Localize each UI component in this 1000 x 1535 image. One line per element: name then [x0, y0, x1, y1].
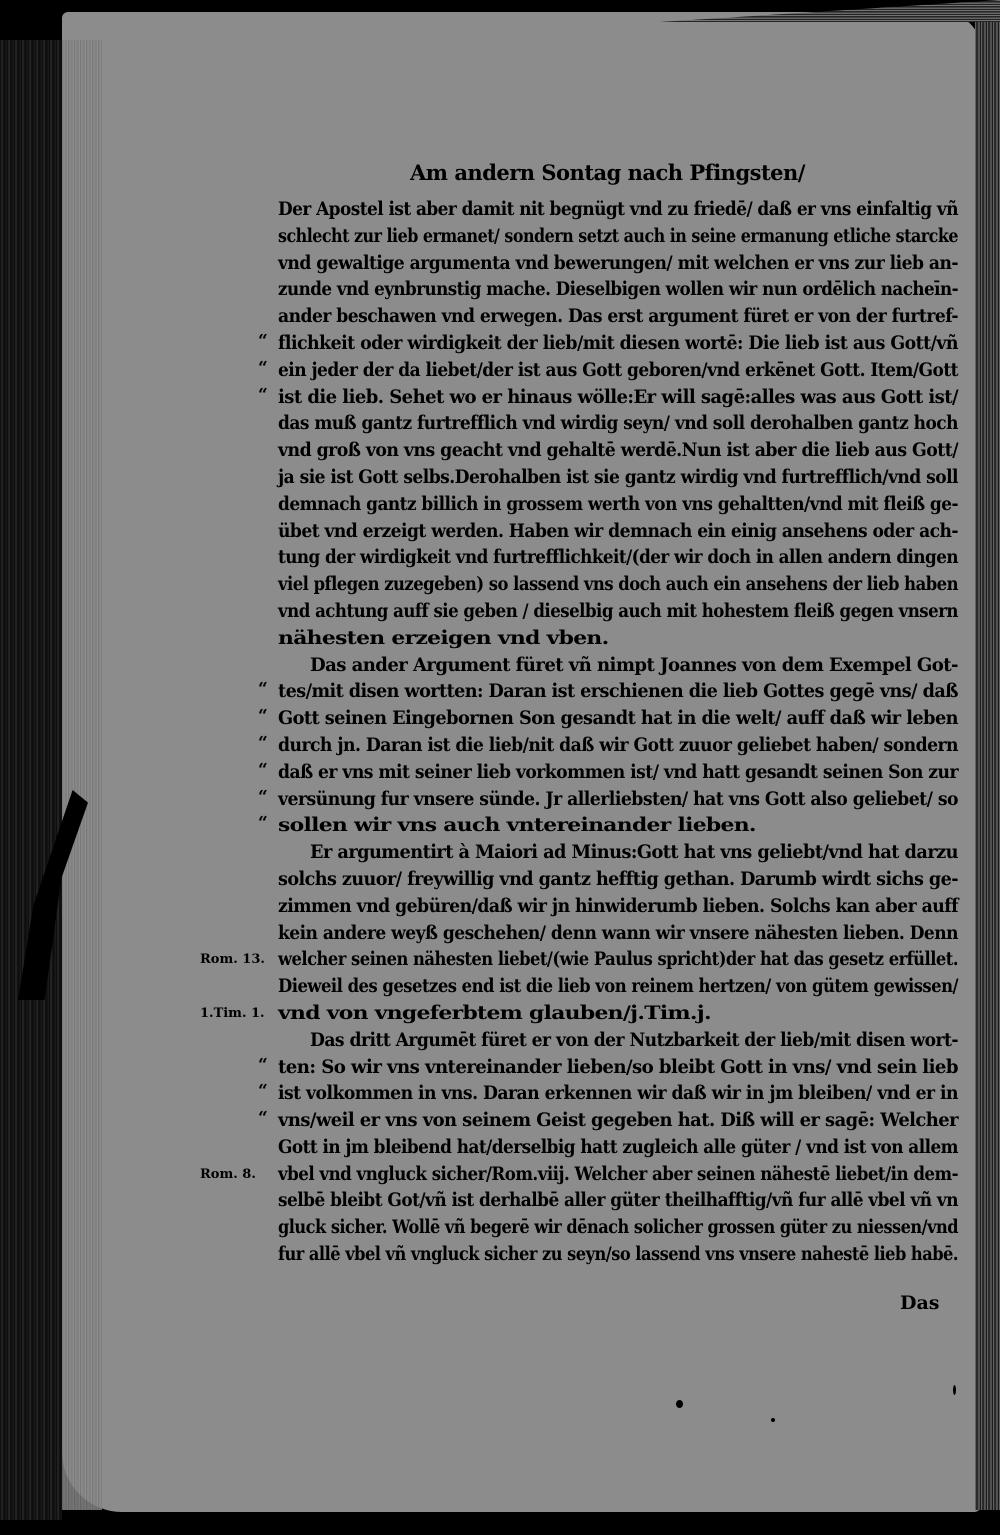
text-line: Gott in jm bleibend hat/derselbig hatt zugleich alle güter / vnd ist von allem: [278, 1135, 958, 1158]
text-line: Der Apostel ist aber damit nit begnügt vnd zu friedē/ daß er vns einfaltig vñ: [278, 198, 958, 220]
ink-speck: [953, 1385, 956, 1395]
text-line: zunde vnd eynbrunstig mache. Dieselbigen wollen wir nun ordēlich nacheīn-: [278, 278, 958, 301]
text-line: demnach gantz billich in grossem werth von vns gehaltten/vnd mit fleiß ge-: [278, 492, 958, 515]
text-line: solchs zuuor/ freywillig vnd gantz hefftig gethan. Darumb wirdt sichs ge-: [278, 867, 958, 890]
quote-mark: “: [258, 786, 268, 807]
text-line: tes/mit disen wortten: Daran ist erschienen die lieb Gottes gegē vns/ daß: [278, 680, 958, 703]
text-line: vbel vnd vngluck sicher/Rom.viij. Welcher aber seinen nähestē liebet/in dem-: [278, 1162, 958, 1185]
text-line: schlecht zur lieb ermanet/ sondern setzt auch in seine ermanung etliche starcke: [278, 224, 958, 247]
quote-mark: “: [258, 813, 268, 834]
text-line: kein andere weyß geschehen/ denn wann wir vnsere nähesten lieben. Denn: [278, 921, 958, 944]
ink-speck: [771, 1418, 775, 1422]
quote-mark: “: [258, 733, 268, 753]
text-line: gluck sicher. Wollē vñ begerē wir dēnach solicher grossen güter zu niessen/vnd: [278, 1216, 958, 1239]
text-line: zimmen vnd gebüren/daß wir jn hinwiderumb lieben. Solchs kan aber auff: [278, 894, 958, 917]
text-line: tung der wirdigkeit vnd furtrefflichkeit/(der wir doch in allen andern dingen: [278, 546, 958, 569]
text-line: ein jeder der da liebet/der ist aus Gott geboren/vnd erkēnet Gott. Item/Gott: [278, 358, 958, 381]
quote-mark: “: [258, 706, 268, 727]
text-line: Das ander Argument füret vñ nimpt Joannes von dem Exempel Got-: [310, 653, 958, 676]
text-line: vnd gewaltige argumenta vnd bewerungen/ mit welchen er vns zur lieb an-: [278, 251, 958, 274]
text-line: vns/weil er vns von seinem Geist gegeben hat. Diß will er sagē: Welcher: [278, 1109, 958, 1132]
text-line: Das dritt Argumēt füret er von der Nutzbarkeit der lieb/mit disen wort-: [310, 1028, 958, 1051]
body-text: [278, 196, 958, 1268]
quote-mark: “: [258, 1081, 268, 1102]
text-line: selbē bleibt Got/vñ ist derhalbē aller güter theilhafftig/vñ fur allē vbel vñ vn: [278, 1189, 958, 1212]
text-line: sollen wir vns auch vntereinander lieben.: [278, 814, 756, 837]
margin-note: Rom. 13.: [200, 952, 265, 968]
running-head: Am andern Sontag nach Pfingsten/: [410, 160, 805, 185]
ink-speck: [676, 1400, 683, 1408]
quote-mark: “: [258, 1108, 268, 1129]
text-line: ist volkommen in vns. Daran erkennen wir daß wir in jm bleiben/ vnd er in: [278, 1082, 958, 1105]
facing-page-edge: [0, 40, 62, 1520]
text-line: Dieweil des gesetzes end ist die lieb von reinem hertzen/ von gütem gewissen/: [278, 975, 958, 998]
text-line: versünung fur vnsere sünde. Jr allerliebsten/ hat vns Gott also geliebet/ so: [278, 787, 958, 810]
text-line: viel pflegen zuzegeben) so lassend vns doch auch ein ansehens der lieb haben: [278, 573, 958, 596]
quote-mark: “: [258, 759, 268, 780]
text-line: nähesten erzeigen vnd vben.: [278, 626, 609, 649]
text-line: ist die lieb. Sehet wo er hinaus wölle:Er will sagē:alles was aus Gott ist/: [278, 385, 958, 408]
margin-note: 1.Tim. 1.: [200, 1006, 265, 1021]
text-line: übet vnd erzeigt werden. Haben wir demnach ein einig ansehens oder ach-: [278, 519, 958, 542]
quote-mark: “: [258, 331, 268, 351]
text-line: daß er vns mit seiner lieb vorkommen ist/ vnd hatt gesandt seinen Son zur: [278, 760, 958, 783]
text-line: ander beschawen vnd erwegen. Das erst argument füret er von der furtref-: [278, 305, 958, 328]
quote-mark: “: [258, 679, 268, 700]
quote-mark: “: [258, 1054, 268, 1075]
page-gutter: [62, 40, 102, 1510]
quote-mark: “: [258, 384, 268, 405]
text-line: vnd achtung auff sie geben / dieselbig auch mit hohestem fleiß gegen vnsern: [278, 599, 958, 622]
quote-mark: “: [258, 357, 268, 378]
margin-note: Rom. 8.: [200, 1166, 256, 1182]
text-line: durch jn. Daran ist die lieb/nit daß wir Gott zuuor geliebet haben/ sondern: [278, 733, 958, 756]
text-line: fur allē vbel vñ vngluck sicher zu seyn/so lassend vns vnsere nahestē lieb habē.: [278, 1243, 958, 1266]
text-line: vnd groß von vns geacht vnd gehaltē werdē.Nun ist aber die lieb aus Gott/: [278, 439, 958, 462]
text-line: ja sie ist Gott selbs.Derohalben ist sie gantz wirdig vnd furtrefflich/vnd soll: [278, 465, 958, 488]
text-line: flichkeit oder wirdigkeit der lieb/mit diesen wortē: Die lieb ist aus Gott/vñ: [278, 331, 958, 354]
text-line: Er argumentirt à Maiori ad Minus:Gott hat vns geliebt/vnd hat darzu: [310, 841, 958, 864]
catchword: Das: [900, 1292, 940, 1314]
text-line: ten: So wir vns vntereinander lieben/so bleibt Gott in vns/ vnd sein lieb: [278, 1055, 958, 1078]
text-line: vnd von vngeferbtem glauben/j.Tim.j.: [278, 1001, 711, 1024]
page-fore-edge: [975, 20, 1000, 1510]
text-line: das muß gantz furtrefflich vnd wirdig seyn/ vnd soll derohalben gantz hoch: [278, 412, 958, 435]
text-line: welcher seinen nähesten liebet/(wie Paulus spricht)der hat das gesetz erfüllet.: [278, 948, 958, 971]
text-line: Gott seinen Eingebornen Son gesandt hat in die welt/ auff daß wir leben: [278, 707, 958, 730]
